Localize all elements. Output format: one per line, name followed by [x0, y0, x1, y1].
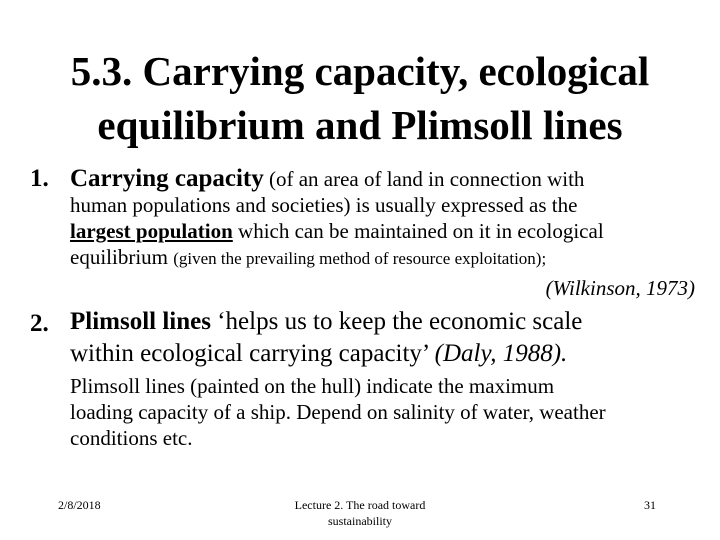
item-1-line-3	[70, 219, 604, 244]
item-2-para-line-3: conditions etc.	[70, 426, 193, 450]
footer-date: 2/8/2018	[58, 498, 101, 512]
item-1-number: 1.	[30, 165, 49, 192]
item-2-citation: (Daly, 1988).	[434, 340, 568, 367]
footer-lecture-line-1: Lecture 2. The road toward	[294, 498, 426, 512]
item-1-lead: (of an area of land in connection with	[263, 167, 585, 191]
item-2-quote: ‘helps us to keep the economic scale	[210, 308, 583, 335]
item-1-line-2: human populations and societies) is usually expressed as the	[70, 193, 578, 217]
item-2-term: Plimsoll lines	[70, 308, 211, 335]
item-2-number: 2.	[30, 310, 49, 337]
item-1-underlined-term: largest population	[70, 219, 233, 243]
slide-title	[0, 44, 720, 152]
item-1-citation: (Wilkinson, 1973)	[545, 276, 695, 300]
item-2-para-line-2: loading capacity of a ship. Depend on salinity of water, weather	[70, 400, 606, 424]
slide-title-line-1: 5.3. Carrying capacity, ecological	[70, 48, 650, 94]
item-2-line-2	[70, 340, 567, 368]
slide-title-line-2: equilibrium and Plimsoll lines	[97, 102, 623, 148]
footer-lecture-title	[260, 497, 460, 529]
footer-lecture-line-2: sustainability	[328, 514, 392, 528]
item-2-line-1	[70, 308, 582, 336]
item-1-line-3-rest: which can be maintained on it in ecological	[232, 219, 604, 243]
item-1-term: Carrying capacity	[70, 165, 264, 192]
item-1-line-4-small: (given the prevailing method of resource exploitation);	[173, 249, 547, 268]
footer-page-number: 31	[644, 498, 656, 512]
item-2-para-line-1: Plimsoll lines (painted on the hull) indicate the maximum	[70, 374, 555, 398]
item-1-line-4-main: equilibrium	[70, 245, 174, 269]
item-2-quote-end: within ecological carrying capacity’	[70, 340, 435, 367]
item-1-line-4	[70, 245, 546, 270]
item-1-line-1	[70, 165, 584, 193]
